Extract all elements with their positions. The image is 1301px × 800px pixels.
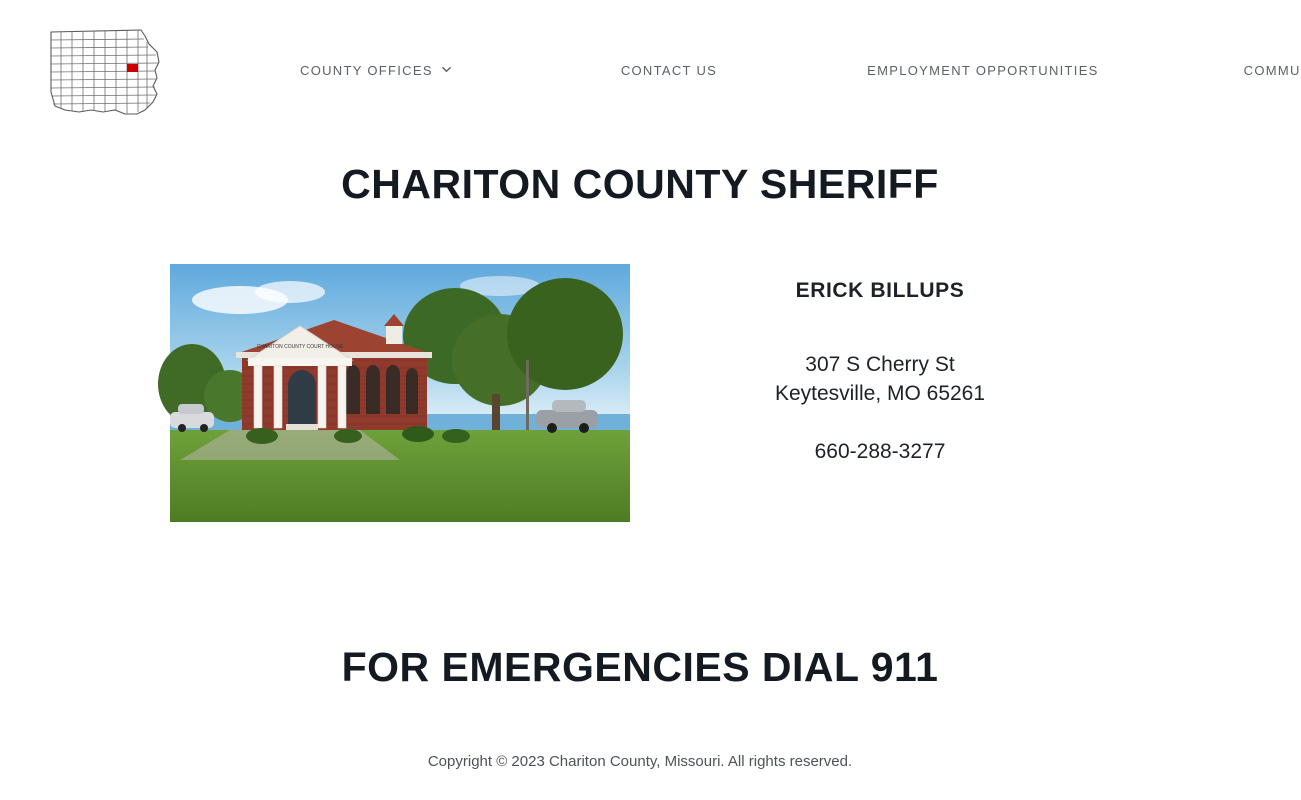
- nav-item-county-offices[interactable]: [300, 63, 451, 78]
- nav-item-community[interactable]: COMMU: [1243, 63, 1301, 78]
- site-header: [0, 0, 1301, 140]
- address-line-2: Keytesville, MO 65261: [774, 381, 986, 405]
- office-address: [660, 351, 1100, 408]
- sheriff-info-section: [0, 249, 1280, 549]
- office-phone[interactable]: 660-288-3277: [814, 439, 946, 463]
- page-title: CHARITON COUNTY SHERIFF: [341, 161, 939, 207]
- nav-item-contact-us[interactable]: CONTACT US: [620, 63, 718, 78]
- nav-item-employment-opportunities[interactable]: EMPLOYMENT OPPORTUNITIES: [867, 63, 1099, 78]
- address-line-1: 307 S Cherry St: [805, 353, 955, 377]
- site-footer: [0, 753, 1280, 770]
- courthouse-photo: [170, 264, 630, 522]
- nav-item-label: COUNTY OFFICES: [300, 63, 433, 78]
- county-map-logo[interactable]: [45, 22, 165, 122]
- emergency-notice: FOR EMERGENCIES DIAL 911: [341, 644, 939, 691]
- chevron-down-icon: [442, 65, 451, 74]
- sheriff-name: ERICK BILLUPS: [795, 279, 965, 303]
- svg-text:CHARITON COUNTY COURT HOUSE: CHARITON COUNTY COURT HOUSE: [256, 344, 344, 351]
- copyright-text: Copyright © 2023 Chariton County, Missouri. All rights reserved.: [427, 753, 853, 771]
- main-navigation[interactable]: [300, 63, 1301, 78]
- sheriff-details: [660, 279, 1100, 464]
